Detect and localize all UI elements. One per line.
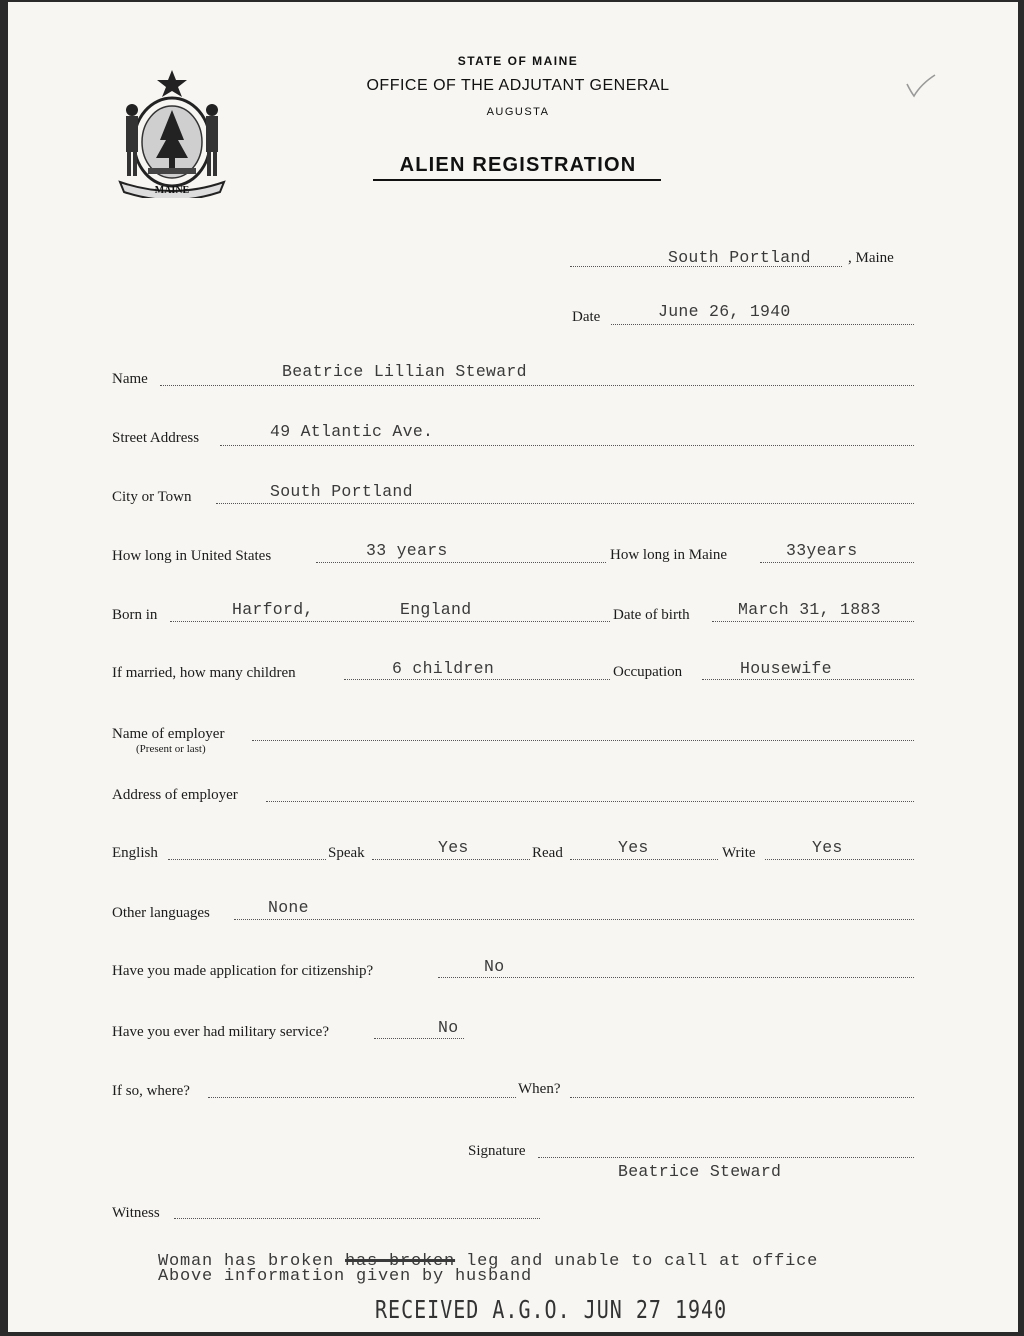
military-dots [374,1038,464,1039]
where-label: If so, where? [112,1083,190,1099]
write-value: Yes [812,838,843,857]
write-label: Write [722,845,756,861]
note-line-1-part-1: Woman has broken [158,1252,335,1271]
svg-text:MAINE: MAINE [154,185,190,196]
other-languages-value: None [268,898,309,917]
read-dots [570,859,718,860]
date-dots [611,324,914,325]
date-of-birth-label: Date of birth [613,607,690,623]
form-page [8,2,1018,1332]
employer-name-dots [252,740,914,741]
how-long-maine-label: How long in Maine [610,547,728,563]
street-value: 49 Atlantic Ave. [270,422,434,441]
witness-dots [174,1218,540,1219]
city-label: City or Town [112,489,192,505]
date-of-birth-value: March 31, 1883 [738,600,881,619]
name-value: Beatrice Lillian Steward [282,362,527,381]
city-dots [216,503,914,504]
born-in-label: Born in [112,607,158,623]
signature-label: Signature [468,1143,526,1159]
write-dots [765,859,914,860]
citizenship-dots [438,977,914,978]
date-value: June 26, 1940 [658,302,791,321]
signature-value: Beatrice Steward [618,1162,782,1181]
children-value: 6 children [392,659,495,678]
occupation-dots [702,679,914,680]
header-state: STATE OF MAINE [457,54,579,68]
born-in-dots [170,621,610,622]
military-label: Have you ever had military service? [112,1024,329,1040]
how-long-maine-value: 33years [786,541,858,560]
maine-state-seal-icon [114,66,230,198]
checkmark-icon [901,72,941,102]
street-dots [220,445,914,446]
header-office: OFFICE OF THE ADJUTANT GENERAL [366,77,670,94]
children-dots [344,679,610,680]
born-in-place-value: Harford, [232,600,314,619]
title-underline [373,179,661,181]
read-value: Yes [618,838,649,857]
when-label: When? [518,1081,561,1097]
children-label: If married, how many children [112,665,296,681]
how-long-us-label: How long in United States [112,548,272,564]
location-value: South Portland [668,248,811,267]
note-line-2: Above information given by husband [158,1267,533,1286]
citizenship-value: No [484,957,505,976]
witness-label: Witness [112,1205,160,1221]
citizenship-label: Have you made application for citizenship? [112,963,374,979]
received-stamp: RECEIVED A.G.O. JUN 27 1940 [375,1294,728,1324]
employer-address-dots [266,801,914,802]
speak-label: Speak [328,845,365,861]
english-dots [168,859,326,860]
other-languages-dots [234,919,914,920]
header-city: AUGUSTA [486,106,550,118]
how-long-maine-dots [760,562,914,563]
occupation-label: Occupation [613,664,683,680]
how-long-us-value: 33 years [366,541,448,560]
how-long-us-dots [316,562,606,563]
where-dots [208,1097,516,1098]
speak-dots [372,859,530,860]
note-line-1-part-2: leg and unable to call at office [466,1252,819,1271]
read-label: Read [532,845,563,861]
employer-name-label: Name of employer [112,726,225,742]
speak-value: Yes [438,838,469,857]
employer-address-label: Address of employer [112,787,238,803]
date-label: Date [572,309,601,325]
note-line-1-struck: has broken [345,1252,456,1271]
name-dots [160,385,914,386]
street-label: Street Address [112,430,200,446]
other-languages-label: Other languages [112,905,210,921]
location-suffix: , Maine [848,250,894,266]
english-label: English [112,845,158,861]
military-value: No [438,1018,459,1037]
city-value: South Portland [270,482,413,501]
when-dots [570,1097,914,1098]
name-label: Name [112,371,148,387]
date-of-birth-dots [712,621,914,622]
signature-dots [538,1157,914,1158]
form-title: ALIEN REGISTRATION [399,154,637,176]
born-in-country-value: England [400,600,472,619]
employer-name-sublabel: (Present or last) [136,743,206,755]
occupation-value: Housewife [740,659,832,678]
